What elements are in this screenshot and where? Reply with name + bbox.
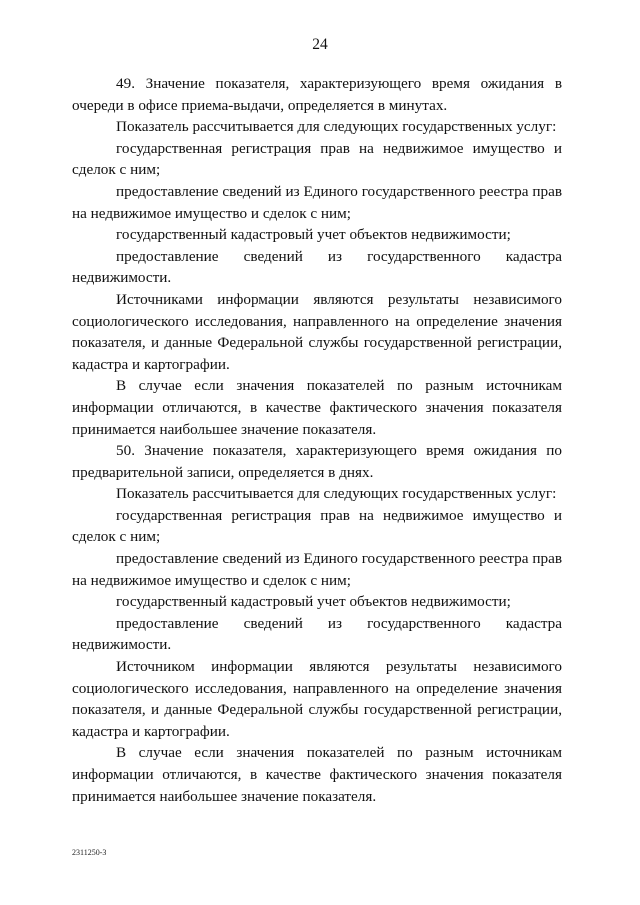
list-item: предоставление сведений из Единого государственного реестра прав на недвижимое имущество и сделок с ним; [72, 182, 562, 222]
list-item: предоставление сведений из Единого государственного реестра прав на недвижимое имущество и сделок с ним; [72, 550, 562, 589]
document-body [72, 73, 562, 807]
paragraph-discrepancy: В случае если значения показателей по разным источникам информации отличаются, в качестве фактического значения показателя принимается наибольшее значение показателя. [72, 744, 562, 805]
list-item: предоставление сведений из государственного кадастра недвижимости. [72, 247, 562, 287]
list-item: предоставление сведений из государственного кадастра недвижимости. [72, 614, 562, 654]
paragraph-49-intro: 49. Значение показателя, характеризующего время ожидания в очереди в офисе приема-выдачи, определяется в минутах. [72, 75, 562, 114]
paragraph-discrepancy: В случае если значения показателей по разным источникам информации отличаются, в качестве фактического значения показателя принимается наибольшее значение показателя. [72, 377, 562, 438]
paragraph-sources: Источниками информации являются результаты независимого социологического исследования, направленного на определение значения показателя, и данные Федеральной службы государственной регистрации, кадастра и картографии. [72, 290, 562, 373]
list-item: государственная регистрация прав на недвижимое имущество и сделок с ним; [72, 506, 562, 546]
list-item: государственный кадастровый учет объектов недвижимости; [116, 593, 511, 611]
page-number: 24 [312, 36, 328, 53]
paragraph-services-intro: Показатель рассчитывается для следующих государственных услуг: [116, 485, 557, 503]
document-code: 2311250-3 [72, 848, 107, 857]
paragraph-services-intro: Показатель рассчитывается для следующих государственных услуг: [116, 118, 557, 136]
paragraph-sources: Источником информации являются результаты независимого социологического исследования, направленного на определение значения показателя, и данные Федеральной службы государственной регистрации, кадастра и картографии. [72, 658, 562, 740]
paragraph-50-intro: 50. Значение показателя, характеризующего время ожидания по предварительной записи, определяется в днях. [72, 442, 562, 481]
list-item: государственный кадастровый учет объектов недвижимости; [116, 226, 511, 244]
list-item: государственная регистрация прав на недвижимое имущество и сделок с ним; [72, 139, 562, 179]
